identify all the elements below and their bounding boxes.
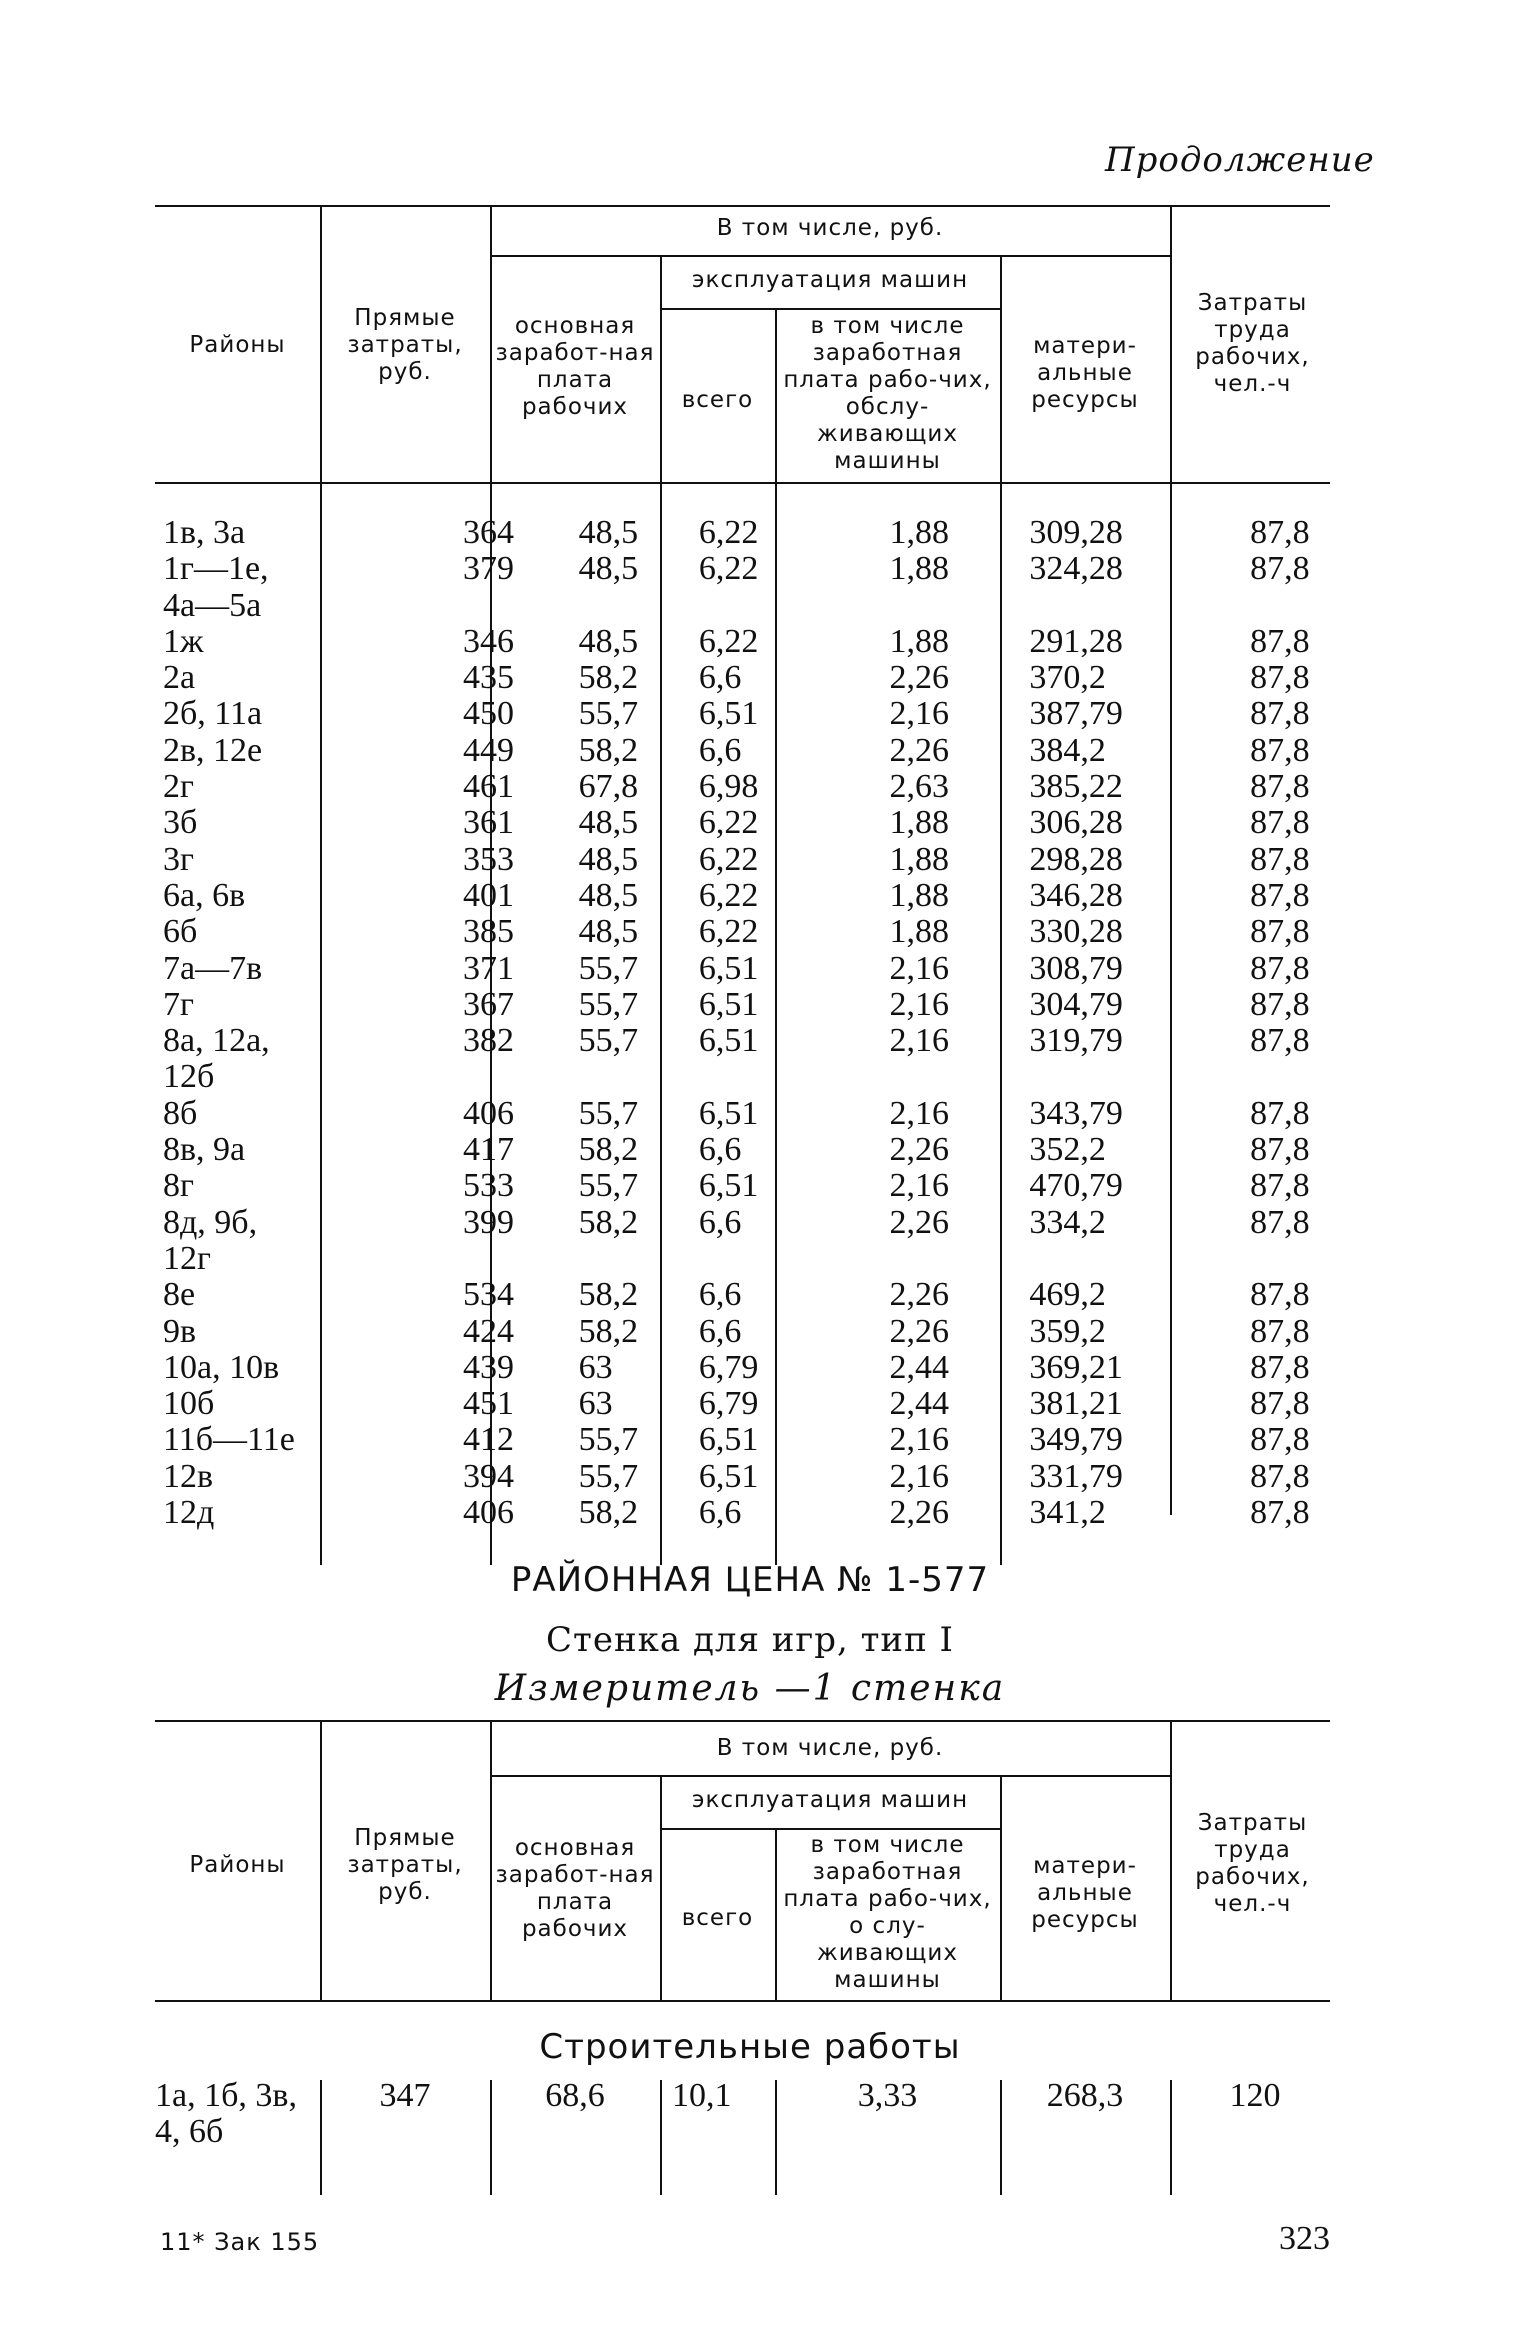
cell-machines-total: 6,51 — [698, 1457, 759, 1495]
table-row — [155, 1168, 1330, 1204]
hdr2-total: всего — [681, 1905, 754, 1931]
cell-incl-wage: 2,26 — [889, 1276, 949, 1314]
section-title: Строительные работы — [539, 2027, 961, 2067]
cell-base-wage — [549, 1059, 689, 1095]
table-row — [155, 1350, 1330, 1386]
cell-machines-total: 6,6 — [698, 1312, 742, 1350]
cell-labor: 87,8 — [1250, 514, 1310, 551]
cell-materials: 387,79 — [1029, 695, 1123, 733]
cell-incl-wage — [809, 1059, 989, 1095]
cell-machines-total — [689, 1059, 809, 1095]
page-number: 323 — [1279, 2220, 1330, 2257]
cell-labor: 87,8 — [1250, 550, 1310, 588]
cell-labor: 87,8 — [1250, 1494, 1310, 1532]
cell-district: 9в — [163, 1312, 197, 1350]
cell-labor — [1180, 588, 1330, 624]
cell-machines-total: 6,79 — [698, 1385, 759, 1423]
cell-machines-total: 6,98 — [698, 768, 759, 806]
cell-materials: 384,2 — [1029, 731, 1106, 769]
cell-machines-total: 6,79 — [698, 1348, 759, 1386]
cell-base-wage: 55,7 — [578, 1421, 639, 1459]
table1-body — [155, 515, 1330, 1531]
cell-labor: 87,8 — [1250, 1421, 1310, 1459]
cell-materials — [989, 1059, 1179, 1095]
table-row — [155, 769, 1330, 805]
hdr-materials: матери-альные ресурсы — [1031, 333, 1139, 413]
cell-labor: 87,8 — [1250, 1457, 1310, 1495]
cell-base-wage: 48,5 — [578, 514, 639, 551]
cell-incl-wage: 2,26 — [889, 731, 949, 769]
cell-machines-total: 6,51 — [698, 1167, 759, 1205]
cell-labor: 87,8 — [1250, 1094, 1310, 1132]
cell-incl-wage: 2,26 — [889, 1131, 949, 1169]
hdr2-labor: Затраты труда рабочих, чел.-ч — [1195, 1810, 1310, 1917]
cell-incl-wage: 1,88 — [889, 550, 949, 588]
table-row — [155, 1386, 1330, 1422]
table-row — [155, 987, 1330, 1023]
hdr2-incl-wage: в том числе заработная плата рабо-чих, о слу-живающих машины — [783, 1832, 992, 1993]
cell-base-wage: 48,5 — [578, 876, 639, 914]
cell-machines-total — [689, 1241, 809, 1277]
cell-labor: 87,8 — [1250, 1276, 1310, 1314]
cell-labor: 87,8 — [1250, 768, 1310, 806]
cell-materials: 291,28 — [1029, 622, 1123, 660]
table-row — [155, 1096, 1330, 1132]
cell-labor: 87,8 — [1250, 840, 1310, 878]
cell-district: 10а, 10в — [163, 1348, 280, 1386]
hdr2-including: В том числе, руб. — [716, 1735, 944, 1761]
cell-base-wage: 58,2 — [578, 1494, 639, 1532]
table-row — [155, 515, 1330, 551]
cell-labor: 87,8 — [1250, 659, 1310, 697]
price-subtitle: Стенка для игр, тип I — [546, 1620, 954, 1660]
cell-machines-total: 6,6 — [698, 1131, 742, 1169]
cell-direct — [328, 588, 548, 624]
cell-materials: 381,21 — [1029, 1385, 1123, 1423]
cell-direct: 412 — [462, 1421, 514, 1459]
cell-incl-wage: 2,44 — [889, 1385, 949, 1423]
table-row — [155, 624, 1330, 660]
cell-incl-wage: 1,88 — [889, 840, 949, 878]
cell-direct: 399 — [462, 1203, 514, 1241]
cell-base-wage — [549, 1241, 689, 1277]
cell-district: 3б — [163, 804, 198, 842]
cell-district: 2г — [163, 768, 194, 806]
cell-materials: 349,79 — [1029, 1421, 1123, 1459]
table-row — [155, 588, 1330, 624]
cell-district: 4а—5а — [163, 586, 262, 624]
hdr-base-wage: основная заработ-ная плата рабочих — [495, 313, 655, 420]
cell-machines-total: 6,22 — [698, 913, 759, 951]
t2-materials: 268,3 — [1046, 2077, 1124, 2114]
cell-district: 2б, 11а — [163, 695, 263, 733]
hdr-total: всего — [681, 387, 754, 413]
cell-materials: 331,79 — [1029, 1457, 1123, 1495]
cell-base-wage: 55,7 — [578, 949, 639, 987]
cell-incl-wage — [809, 1241, 989, 1277]
cell-direct: 385 — [462, 913, 514, 951]
cell-district: 12д — [163, 1494, 215, 1532]
cell-incl-wage: 1,88 — [889, 622, 949, 660]
cell-direct: 382 — [462, 1022, 514, 1060]
hdr2-base-wage: основная заработ-ная плата рабочих — [495, 1835, 655, 1942]
table-row — [155, 1205, 1330, 1241]
table-row — [155, 1422, 1330, 1458]
cell-incl-wage: 2,16 — [889, 1094, 949, 1132]
cell-base-wage: 48,5 — [578, 622, 639, 660]
cell-district: 10б — [163, 1385, 215, 1423]
cell-incl-wage: 2,16 — [889, 1457, 949, 1495]
cell-labor: 87,8 — [1250, 1131, 1310, 1169]
cell-district: 6а, 6в — [163, 876, 246, 914]
cell-base-wage: 48,5 — [578, 550, 639, 588]
cell-materials: 346,28 — [1029, 876, 1123, 914]
table-row — [155, 733, 1330, 769]
cell-machines-total: 6,6 — [698, 1276, 742, 1314]
cell-district: 8г — [163, 1167, 194, 1205]
cell-direct: 533 — [462, 1167, 514, 1205]
cell-district: 1в, 3а — [163, 514, 246, 551]
cell-labor — [1180, 1241, 1330, 1277]
cell-base-wage: 58,2 — [578, 1203, 639, 1241]
cell-labor: 87,8 — [1250, 949, 1310, 987]
cell-labor: 87,8 — [1250, 1348, 1310, 1386]
cell-incl-wage: 2,16 — [889, 1022, 949, 1060]
cell-base-wage — [549, 588, 689, 624]
table-row — [155, 660, 1330, 696]
cell-direct: 406 — [462, 1494, 514, 1532]
cell-direct: 424 — [462, 1312, 514, 1350]
cell-incl-wage: 2,16 — [889, 949, 949, 987]
cell-district: 8а, 12а, — [163, 1022, 270, 1060]
table-row — [155, 914, 1330, 950]
cell-district: 6б — [163, 913, 198, 951]
cell-direct: 534 — [462, 1276, 514, 1314]
table-row — [155, 1459, 1330, 1495]
cell-labor: 87,8 — [1250, 1167, 1310, 1205]
cell-labor: 87,8 — [1250, 622, 1310, 660]
cell-base-wage: 58,2 — [578, 731, 639, 769]
t2-base-wage: 68,6 — [545, 2077, 605, 2114]
cell-labor: 87,8 — [1250, 804, 1310, 842]
cell-materials: 304,79 — [1029, 985, 1123, 1023]
cell-incl-wage: 2,44 — [889, 1348, 949, 1386]
cell-labor: 87,8 — [1250, 695, 1310, 733]
cell-machines-total: 6,22 — [698, 550, 759, 588]
table-row — [155, 696, 1330, 732]
cell-district: 7а—7в — [163, 949, 263, 987]
cell-machines-total: 6,51 — [698, 695, 759, 733]
cell-direct: 364 — [462, 514, 514, 551]
cell-labor: 87,8 — [1250, 1385, 1310, 1423]
cell-district: 8е — [163, 1276, 196, 1314]
cell-materials: 309,28 — [1029, 514, 1123, 551]
cell-direct — [328, 1241, 548, 1277]
cell-materials: 308,79 — [1029, 949, 1123, 987]
footer-left: 11* Зак 155 — [160, 2228, 320, 2256]
cell-direct: 379 — [462, 550, 514, 588]
t2-total: 10,1 — [672, 2077, 732, 2114]
cell-machines-total: 6,22 — [698, 514, 759, 551]
cell-direct: 367 — [462, 985, 514, 1023]
cell-direct: 435 — [462, 659, 514, 697]
cell-base-wage: 48,5 — [578, 804, 639, 842]
cell-labor — [1180, 1059, 1330, 1095]
hdr-district: Районы — [189, 332, 286, 358]
cell-machines-total: 6,6 — [698, 1203, 742, 1241]
cell-district: 3г — [163, 840, 194, 878]
price-unit: Измеритель —1 стенка — [494, 1668, 1006, 1709]
cell-base-wage: 55,7 — [578, 1022, 639, 1060]
cell-materials: 319,79 — [1029, 1022, 1123, 1060]
cell-labor: 87,8 — [1250, 1312, 1310, 1350]
table-row — [155, 878, 1330, 914]
cell-district: 8д, 9б, — [163, 1203, 258, 1241]
price-title: РАЙОННАЯ ЦЕНА № 1-577 — [510, 1560, 990, 1600]
t2-labor: 120 — [1229, 2077, 1281, 2114]
cell-direct: 394 — [462, 1457, 514, 1495]
hdr-labor: Затраты труда рабочих, чел.-ч — [1195, 290, 1310, 397]
cell-base-wage: 58,2 — [578, 1131, 639, 1169]
cell-district: 1г—1е, — [163, 550, 269, 588]
table-row — [155, 1132, 1330, 1168]
cell-materials: 385,22 — [1029, 768, 1123, 806]
cell-machines-total: 6,22 — [698, 876, 759, 914]
t2-district-line1: 1а, 1б, 3в, — [155, 2077, 297, 2114]
cell-district: 11б—11е — [163, 1421, 295, 1459]
cell-base-wage: 67,8 — [578, 768, 639, 806]
cell-materials: 370,2 — [1029, 659, 1106, 697]
cell-district: 8в, 9а — [163, 1131, 246, 1169]
hdr-including: В том числе, руб. — [716, 215, 944, 241]
hdr2-machines: эксплуатация машин — [691, 1787, 969, 1813]
cell-materials: 359,2 — [1029, 1312, 1106, 1350]
cell-materials: 330,28 — [1029, 913, 1123, 951]
cell-materials: 341,2 — [1029, 1494, 1106, 1532]
cell-incl-wage: 1,88 — [889, 913, 949, 951]
cell-machines-total: 6,51 — [698, 1094, 759, 1132]
cell-direct: 361 — [462, 804, 514, 842]
cell-machines-total: 6,51 — [698, 985, 759, 1023]
t2-district-line2: 4, 6б — [155, 2113, 224, 2150]
table-row — [155, 1495, 1330, 1531]
cell-base-wage: 58,2 — [578, 1276, 639, 1314]
table-row — [155, 551, 1330, 587]
cell-direct: 353 — [462, 840, 514, 878]
cell-machines-total: 6,22 — [698, 622, 759, 660]
cell-incl-wage: 2,16 — [889, 1421, 949, 1459]
cell-materials: 334,2 — [1029, 1203, 1106, 1241]
cell-direct: 417 — [462, 1131, 514, 1169]
table-row — [155, 1059, 1330, 1095]
table-row — [155, 1277, 1330, 1313]
cell-incl-wage: 2,26 — [889, 659, 949, 697]
cell-materials: 298,28 — [1029, 840, 1123, 878]
cell-incl-wage: 1,88 — [889, 514, 949, 551]
cell-machines-total: 6,6 — [698, 1494, 742, 1532]
cell-incl-wage: 2,16 — [889, 1167, 949, 1205]
table-row — [155, 1314, 1330, 1350]
hdr2-district: Районы — [189, 1852, 286, 1878]
cell-direct: 371 — [462, 949, 514, 987]
cell-labor: 87,8 — [1250, 1022, 1310, 1060]
cell-base-wage: 58,2 — [578, 1312, 639, 1350]
cell-machines-total: 6,6 — [698, 731, 742, 769]
cell-district: 2а — [163, 659, 196, 697]
continuation-label: Продолжение — [1105, 140, 1375, 180]
table-row — [155, 1023, 1330, 1059]
cell-materials: 306,28 — [1029, 804, 1123, 842]
cell-materials: 469,2 — [1029, 1276, 1106, 1314]
cell-machines-total: 6,22 — [698, 840, 759, 878]
cell-base-wage: 55,7 — [578, 1167, 639, 1205]
cell-labor: 87,8 — [1250, 913, 1310, 951]
cell-district: 2в, 12е — [163, 731, 263, 769]
cell-district: 12г — [163, 1239, 211, 1277]
t2-incl-wage: 3,33 — [857, 2077, 918, 2114]
hdr-machines: эксплуатация машин — [691, 267, 969, 293]
cell-incl-wage: 2,26 — [889, 1494, 949, 1532]
cell-district: 1ж — [163, 622, 204, 660]
cell-materials: 369,21 — [1029, 1348, 1123, 1386]
cell-base-wage: 55,7 — [578, 695, 639, 733]
cell-district: 7г — [163, 985, 194, 1023]
hdr2-direct: Прямые затраты, руб. — [347, 1825, 463, 1905]
cell-direct: 401 — [462, 876, 514, 914]
table-row — [155, 842, 1330, 878]
cell-direct: 346 — [462, 622, 514, 660]
cell-incl-wage: 2,16 — [889, 985, 949, 1023]
cell-incl-wage: 2,63 — [889, 768, 949, 806]
cell-labor: 87,8 — [1250, 876, 1310, 914]
cell-direct: 439 — [462, 1348, 514, 1386]
cell-base-wage: 63 — [578, 1348, 613, 1386]
table-row — [155, 1241, 1330, 1277]
cell-direct: 406 — [462, 1094, 514, 1132]
cell-base-wage: 55,7 — [578, 985, 639, 1023]
cell-materials: 470,79 — [1029, 1167, 1123, 1205]
cell-materials: 343,79 — [1029, 1094, 1123, 1132]
cell-base-wage: 63 — [578, 1385, 613, 1423]
cell-base-wage: 55,7 — [578, 1094, 639, 1132]
t2-direct: 347 — [379, 2077, 431, 2114]
cell-base-wage: 48,5 — [578, 913, 639, 951]
cell-materials: 352,2 — [1029, 1131, 1106, 1169]
cell-machines-total — [689, 588, 809, 624]
cell-district: 12б — [163, 1058, 215, 1096]
table-row — [155, 805, 1330, 841]
cell-direct: 449 — [462, 731, 514, 769]
cell-direct: 450 — [462, 695, 514, 733]
hdr-direct: Прямые затраты, руб. — [347, 305, 463, 385]
cell-labor: 87,8 — [1250, 1203, 1310, 1241]
cell-labor: 87,8 — [1250, 985, 1310, 1023]
cell-materials: 324,28 — [1029, 550, 1123, 588]
cell-machines-total: 6,51 — [698, 1022, 759, 1060]
cell-machines-total: 6,51 — [698, 949, 759, 987]
cell-materials — [989, 1241, 1179, 1277]
cell-incl-wage: 2,26 — [889, 1203, 949, 1241]
cell-incl-wage: 2,26 — [889, 1312, 949, 1350]
table-row — [155, 951, 1330, 987]
cell-direct: 461 — [462, 768, 514, 806]
cell-materials — [989, 588, 1179, 624]
cell-direct — [328, 1059, 548, 1095]
cell-district: 12в — [163, 1457, 214, 1495]
cell-incl-wage — [809, 588, 989, 624]
cell-incl-wage: 2,16 — [889, 695, 949, 733]
cell-base-wage: 55,7 — [578, 1457, 639, 1495]
hdr-incl-wage: в том числе заработная плата рабо-чих, обслу-живающих машины — [783, 313, 992, 474]
cell-base-wage: 48,5 — [578, 840, 639, 878]
cell-base-wage: 58,2 — [578, 659, 639, 697]
hdr2-materials: матери-альные ресурсы — [1031, 1853, 1139, 1933]
cell-direct: 451 — [462, 1385, 514, 1423]
cell-machines-total: 6,51 — [698, 1421, 759, 1459]
cell-incl-wage: 1,88 — [889, 876, 949, 914]
cell-district: 8б — [163, 1094, 198, 1132]
cell-machines-total: 6,22 — [698, 804, 759, 842]
cell-labor: 87,8 — [1250, 731, 1310, 769]
cell-machines-total: 6,6 — [698, 659, 742, 697]
cell-incl-wage: 1,88 — [889, 804, 949, 842]
